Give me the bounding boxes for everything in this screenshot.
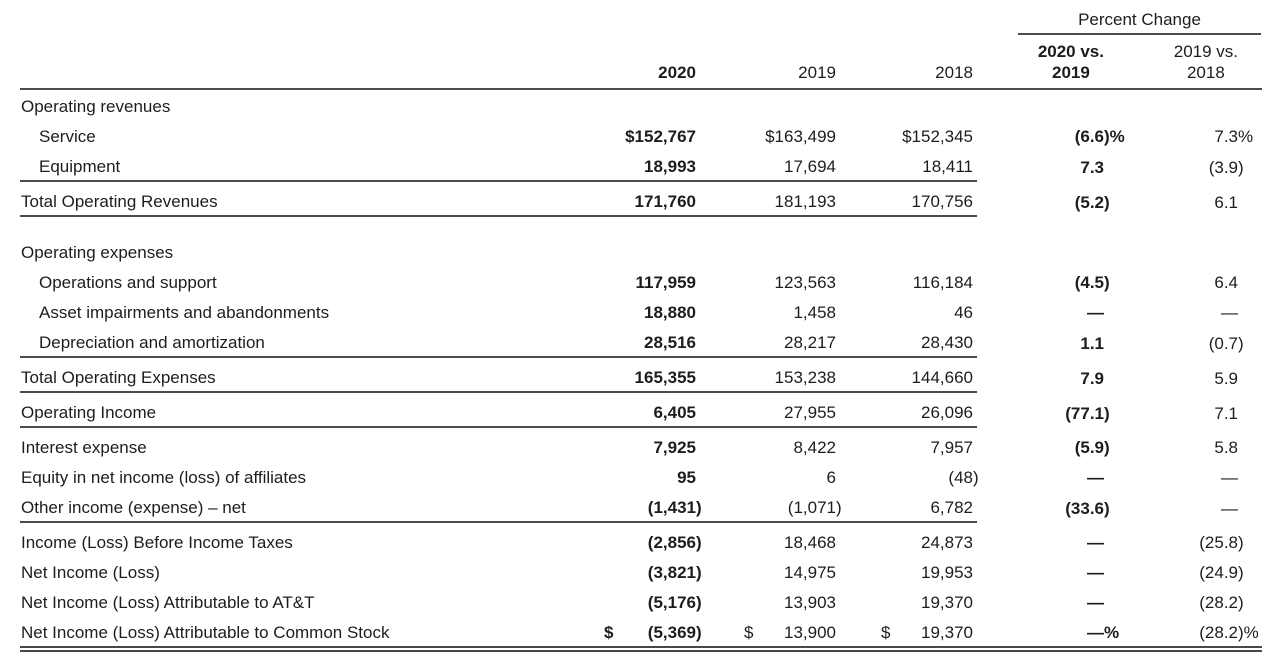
cell-pct-2019-vs-2018: (24.9 ) <box>1199 563 1244 582</box>
row-label: Total Operating Revenues <box>20 181 490 216</box>
cell-2019: 17,694 <box>700 150 840 181</box>
cell-2018: 144,660 <box>840 357 977 392</box>
cell-pct-2019-vs-2018: — <box>1221 303 1238 322</box>
percent-change-underline <box>1018 10 1261 35</box>
cell-2018: 26,096 <box>840 392 977 427</box>
cell-2020: $ (5,369 ) <box>490 616 700 649</box>
cell-2019: (1,071 ) <box>700 491 840 522</box>
row-label: Income (Loss) Before Income Taxes <box>21 533 293 552</box>
cell-2018: 28,430 <box>840 326 977 357</box>
row-label: Operating Income <box>20 392 490 427</box>
col-header-2019-vs-2018-line1: 2019 vs. <box>1173 42 1238 61</box>
cell-pct-2019-vs-2018: (28.2 ) <box>1199 593 1244 612</box>
cell-2020: (5,176 ) <box>647 593 702 612</box>
currency-symbol: $ <box>604 623 614 642</box>
cell-pct-2019-vs-2018: — <box>1221 499 1238 518</box>
spacer-row <box>20 216 1262 233</box>
cell-pct-2019-vs-2018: 6.1 <box>1214 193 1238 212</box>
table-row <box>20 556 1262 586</box>
cell-pct-2019-vs-2018: 6.4 <box>1214 273 1238 292</box>
cell-2019: 6 <box>826 468 836 487</box>
cell-2019: 18,468 <box>784 533 836 552</box>
cell-2020: 6,405 <box>490 392 700 427</box>
cell-2018: 170,756 <box>840 181 977 216</box>
cell-pct-2019-vs-2018: (0.7 ) <box>1208 334 1244 353</box>
row-label: Service <box>39 127 96 146</box>
cell-2019 <box>700 89 840 120</box>
cell-pct-2019-vs-2018: (28.2 )% <box>1130 616 1262 649</box>
cell-pct-2019-vs-2018 <box>1130 89 1262 120</box>
cell-2020: 165,355 <box>490 357 700 392</box>
cell-2018 <box>840 89 977 120</box>
cell-2020 <box>490 89 700 120</box>
cell-pct-2019-vs-2018: 5.9 <box>1214 369 1238 388</box>
col-header-2019-vs-2018-line2: 2018 <box>1186 63 1225 82</box>
empty-header-cell <box>20 4 977 36</box>
currency-symbol: $ <box>881 623 891 642</box>
cell-pct-2020-vs-2019: — <box>1087 303 1104 322</box>
col-header-2020-vs-2019 <box>977 36 1130 89</box>
cell-2019: $163,499 <box>765 127 836 146</box>
row-label: Operating expenses <box>21 243 174 262</box>
row-label: Depreciation and amortization <box>20 326 490 357</box>
cell-pct-2020-vs-2019: 7.3 <box>1080 158 1104 177</box>
cell-pct-2020-vs-2019 <box>977 233 1130 266</box>
cell-pct-2019-vs-2018: (3.9 ) <box>1208 158 1244 177</box>
cell-2018 <box>840 233 977 266</box>
col-header-2019-vs-2018 <box>1130 36 1262 89</box>
cell-2020: 18,993 <box>490 150 700 181</box>
cell-2020: (2,856 ) <box>647 533 702 552</box>
col-header-2018: 2018 <box>840 36 977 89</box>
cell-2020: $152,767 <box>625 127 696 146</box>
cell-pct-2020-vs-2019: (4.5 ) <box>1074 273 1110 292</box>
currency-symbol: $ <box>744 623 754 642</box>
cell-2018: 7,957 <box>930 438 973 457</box>
cell-2018: 18,411 <box>840 150 977 181</box>
spacer-cell <box>20 216 1262 233</box>
cell-2020: 7,925 <box>653 438 696 457</box>
cell-2020: 18,880 <box>644 303 696 322</box>
cell-2019: 1,458 <box>793 303 836 322</box>
percent-change-label: Percent Change <box>1078 10 1201 29</box>
cell-2019: $ 13,900 <box>700 616 840 649</box>
table-row <box>20 491 1262 522</box>
cell-pct-2020-vs-2019: — <box>1087 468 1104 487</box>
col-header-2019: 2019 <box>700 36 840 89</box>
cell-pct-2020-vs-2019: (77.1 ) <box>1065 404 1110 423</box>
table-row <box>20 326 1262 357</box>
col-header-2020-vs-2019-line1: 2020 vs. <box>1037 42 1104 61</box>
cell-2019: 181,193 <box>700 181 840 216</box>
table-row <box>20 586 1262 616</box>
table-row <box>20 522 1262 556</box>
cell-2019: 28,217 <box>700 326 840 357</box>
row-label: Equipment <box>20 150 490 181</box>
cell-pct-2020-vs-2019: — <box>1087 563 1104 582</box>
cell-2018: (48 ) <box>948 468 979 487</box>
cell-2018: 19,370 <box>921 593 973 612</box>
cell-pct-2020-vs-2019: — <box>1087 533 1104 552</box>
cell-2018: $152,345 <box>902 127 973 146</box>
cell-2019: 153,238 <box>700 357 840 392</box>
cell-2019: 14,975 <box>784 563 836 582</box>
row-label: Net Income (Loss) Attributable to AT&T <box>21 593 315 612</box>
section-header-row <box>20 89 1262 120</box>
row-label: Asset impairments and abandonments <box>39 303 330 322</box>
column-header-row <box>20 36 1262 89</box>
table-row <box>20 120 1262 150</box>
cell-2020: 117,959 <box>635 273 696 292</box>
cell-pct-2020-vs-2019: (5.9 ) <box>1074 438 1110 457</box>
cell-2019: 123,563 <box>774 273 836 292</box>
row-label: Operating revenues <box>21 97 171 116</box>
cell-pct-2019-vs-2018: (25.8 ) <box>1199 533 1244 552</box>
income-statement-table <box>20 4 1262 652</box>
cell-2020: (1,431 ) <box>490 491 700 522</box>
table-row <box>20 150 1262 181</box>
cell-pct-2020-vs-2019: — <box>1087 593 1104 612</box>
cell-2019: 13,903 <box>784 593 836 612</box>
cell-2020: 171,760 <box>490 181 700 216</box>
cell-2019: 8,422 <box>793 438 836 457</box>
cell-2020: (3,821 ) <box>647 563 702 582</box>
cell-pct-2020-vs-2019: 1.1 <box>1080 334 1104 353</box>
cell-2020: 95 <box>677 468 696 487</box>
row-label: Total Operating Expenses <box>20 357 490 392</box>
table-row <box>20 427 1262 461</box>
cell-pct-2020-vs-2019: — % <box>977 616 1130 649</box>
table-row <box>20 616 1262 649</box>
table-row <box>20 392 1262 427</box>
label-column-header <box>20 36 490 89</box>
table-row <box>20 266 1262 296</box>
cell-2019: 27,955 <box>700 392 840 427</box>
cell-pct-2019-vs-2018: 7.3 % <box>1214 127 1254 146</box>
cell-pct-2020-vs-2019: 7.9 <box>1080 369 1104 388</box>
cell-pct-2020-vs-2019 <box>977 89 1130 120</box>
row-label: Net Income (Loss) <box>21 563 160 582</box>
cell-pct-2020-vs-2019: (5.2 ) <box>1074 193 1110 212</box>
cell-pct-2019-vs-2018: 5.8 <box>1214 438 1238 457</box>
percent-change-group-cell <box>977 4 1262 36</box>
row-label: Net Income (Loss) Attributable to Common Stock <box>20 616 490 649</box>
row-label: Equity in net income (loss) of affiliates <box>21 468 307 487</box>
cell-2018: 116,184 <box>912 273 973 292</box>
cell-2020: 28,516 <box>490 326 700 357</box>
row-label: Other income (expense) – net <box>20 491 490 522</box>
cell-2018: 46 <box>954 303 973 322</box>
row-label: Interest expense <box>21 438 147 457</box>
cell-pct-2020-vs-2019: (33.6 ) <box>1065 499 1110 518</box>
col-header-2020: 2020 <box>490 36 700 89</box>
percent-change-header-row <box>20 4 1262 36</box>
cell-2018: 24,873 <box>921 533 973 552</box>
cell-2018: 6,782 <box>840 491 977 522</box>
row-label: Operations and support <box>39 273 217 292</box>
table-row <box>20 357 1262 392</box>
cell-pct-2019-vs-2018: 7.1 <box>1214 404 1238 423</box>
cell-2020 <box>490 233 700 266</box>
cell-2018: $ 19,370 <box>840 616 977 649</box>
table-row <box>20 296 1262 326</box>
cell-2018: 19,953 <box>921 563 973 582</box>
cell-pct-2020-vs-2019: (6.6 )% <box>1074 127 1125 146</box>
table-row <box>20 181 1262 216</box>
cell-2019 <box>700 233 840 266</box>
table-row <box>20 461 1262 491</box>
cell-pct-2019-vs-2018 <box>1130 233 1262 266</box>
section-header-row <box>20 233 1262 266</box>
cell-pct-2019-vs-2018: — <box>1221 468 1238 487</box>
col-header-2020-vs-2019-line2: 2019 <box>1051 63 1090 82</box>
